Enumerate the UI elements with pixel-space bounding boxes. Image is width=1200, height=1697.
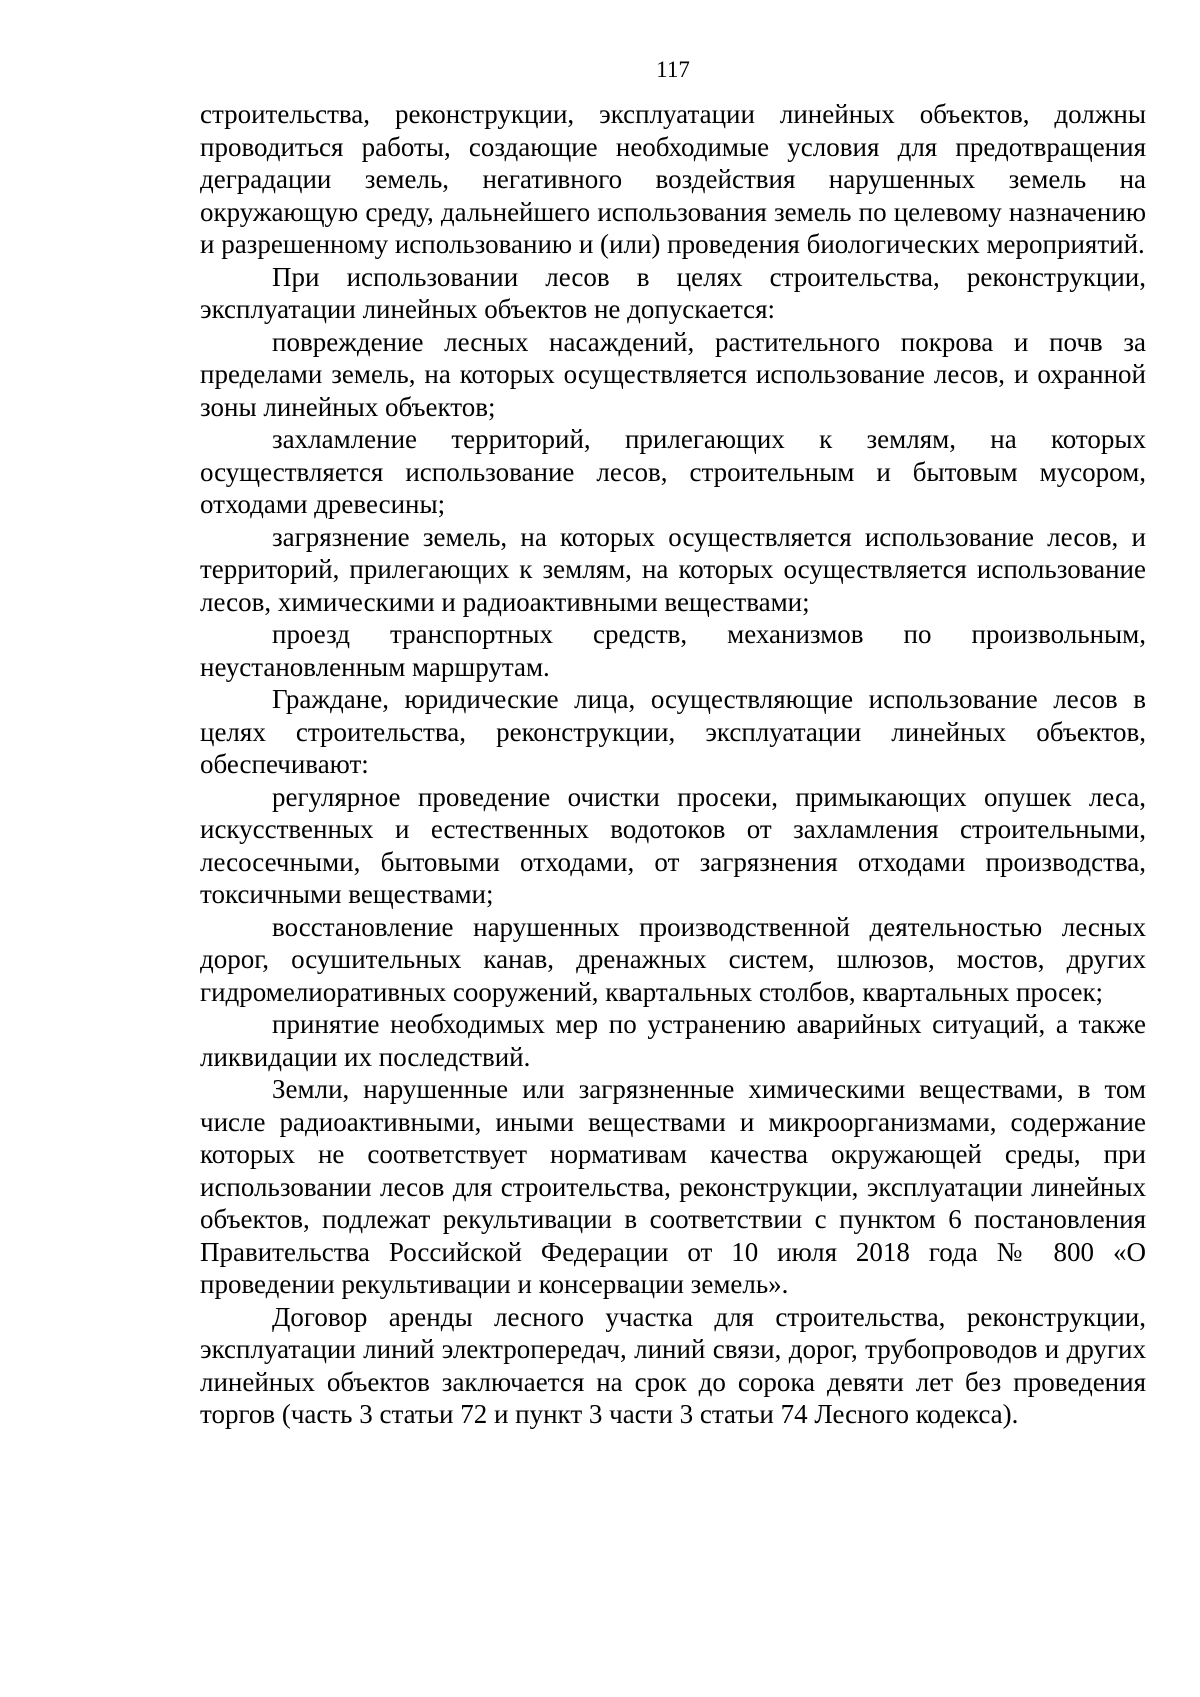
paragraph: При использовании лесов в целях строительства, реконструкции, эксплуатации линейных объектов не допускается: — [200, 261, 1146, 324]
paragraph: Граждане, юридические лица, осуществляющие использование лесов в целях строительства, реконструкции, эксплуатации линейных объектов, обеспечивают: — [200, 684, 1146, 779]
paragraph: Земли, нарушенные или загрязненные химическими веществами, в том числе радиоактивными, иными веществами и микроорганизмами, содержание которых не соответствует нормативам качества окружающей среды, при использовании лесов для строительства, реконструкции, эксплуатации линейных объектов, подлежат рекультивации в соответствии с пунктом 6 постановления Правительства Российской Федерации от 10 июля 2018 года № 800 «О проведении рекультивации и консервации земель». — [200, 1074, 1146, 1299]
paragraph: регулярное проведение очистки просеки, примыкающих опушек леса, искусственных и естественных водотоков от захламления строительными, лесосечными, бытовыми отходами, от загрязнения отходами производства, токсичными веществами; — [200, 781, 1146, 909]
paragraph: Договор аренды лесного участка для строительства, реконструкции, эксплуатации линий электропередач, линий связи, дорог, трубопроводов и других линейных объектов заключается на срок до сорока девяти лет без проведения торгов (часть 3 статьи 72 и пункт 3 части 3 статьи 74 Лесного кодекса). — [200, 1301, 1146, 1429]
paragraph-continuation: строительства, реконструкции, эксплуатации линейных объектов, должны проводиться работы, создающие необходимые условия для предотвращения деградации земель, негативного воздействия нарушенных земель на окружающую среду, дальнейшего использования земель по целевому назначению и разрешенному использованию и (или) проведения биологических мероприятий. — [200, 99, 1146, 259]
document-body — [200, 98, 1146, 1431]
paragraph: повреждение лесных насаждений, растительного покрова и почв за пределами земель, на которых осуществляется использование лесов, и охранной зоны линейных объектов; — [200, 326, 1146, 422]
paragraph: проезд транспортных средств, механизмов по произвольным, неустановленным маршрутам. — [200, 619, 1146, 682]
paragraph: захламление территорий, прилегающих к землям, на которых осуществляется использование лесов, строительным и бытовым мусором, отходами древесины; — [200, 424, 1146, 519]
paragraph: принятие необходимых мер по устранению аварийных ситуаций, а также ликвидации их последствий. — [200, 1009, 1146, 1072]
paragraph: загрязнение земель, на которых осуществляется использование лесов, и территорий, прилегающих к землям, на которых осуществляется использование лесов, химическими и радиоактивными веществами; — [200, 521, 1146, 617]
paragraph: восстановление нарушенных производственной деятельностью лесных дорог, осушительных канав, дренажных систем, шлюзов, мостов, других гидромелиоративных сооружений, квартальных столбов, квартальных просек; — [200, 911, 1146, 1007]
page-number: 117 — [656, 57, 690, 82]
